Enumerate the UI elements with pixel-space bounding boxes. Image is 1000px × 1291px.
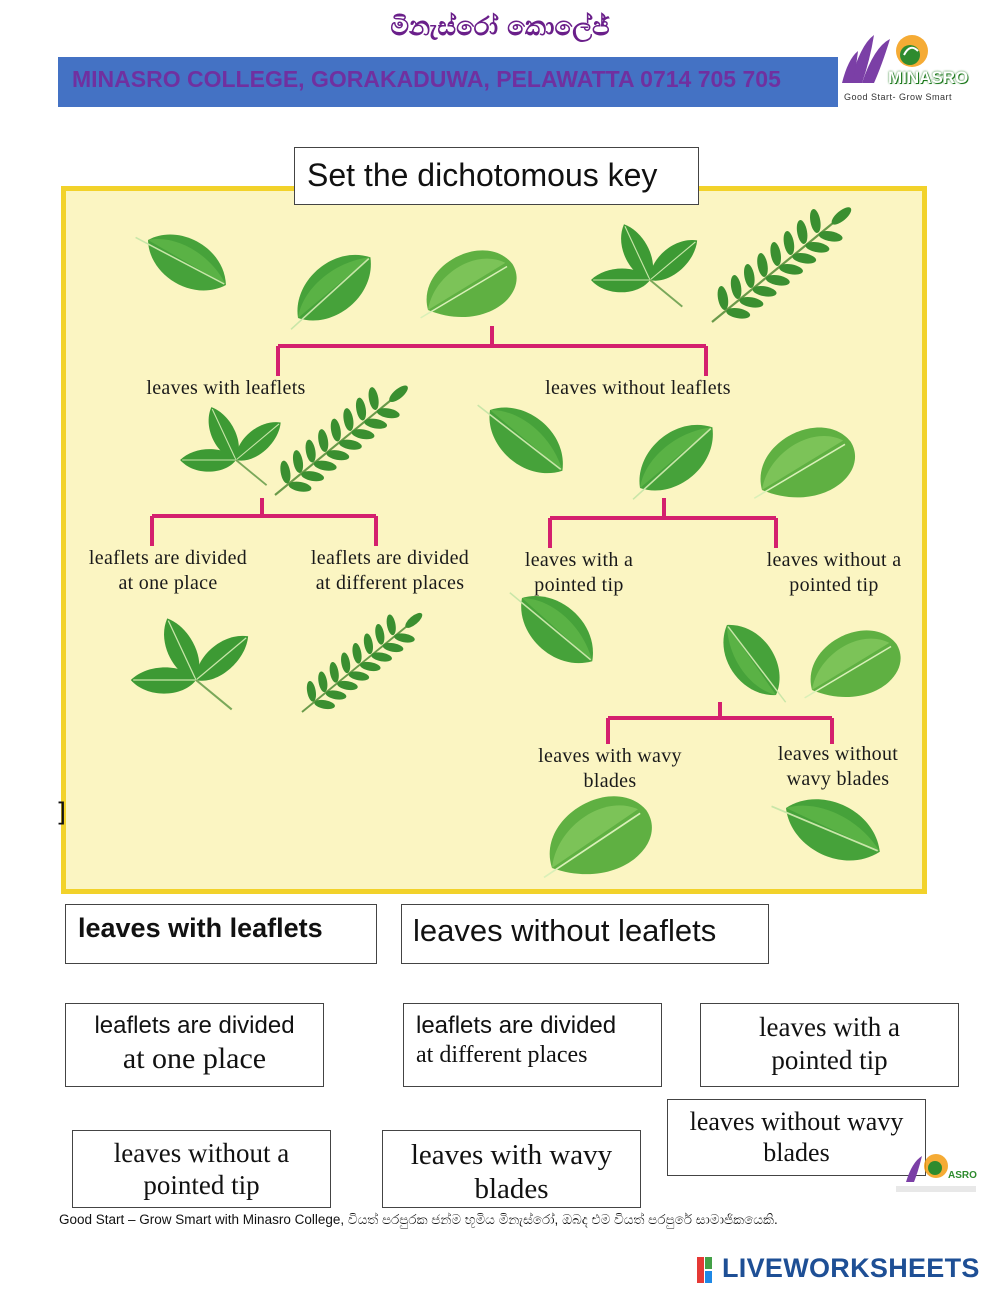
key-label-line: leaves with wavy — [538, 745, 682, 767]
liveworksheets-brand: LIVEWORKSHEETS — [722, 1253, 980, 1283]
key-label-line: wavy blades — [786, 768, 890, 790]
answer-line: leaflets are divided — [94, 1012, 295, 1039]
leaf-trifoliate-top — [591, 219, 705, 306]
key-label-line: at one place — [118, 572, 218, 594]
leaf-trifoliate-bottom — [131, 613, 257, 710]
college-name-sinhala: මිනැස්රෝ කොලේජ් — [390, 12, 610, 42]
minasro-small-logo — [894, 1148, 978, 1196]
logo-tagline: Good Start- Grow Smart — [844, 92, 953, 102]
answer-line: pointed tip — [143, 1170, 260, 1200]
key-label-line: pointed tip — [789, 574, 879, 596]
branch-level-3 — [608, 702, 832, 744]
key-label-line: at different places — [315, 572, 465, 594]
answer-line: blades — [763, 1138, 830, 1167]
leaf-pinnate-bottom — [302, 610, 425, 712]
branch-level-1 — [278, 326, 706, 376]
key-title: Set the dichotomous key — [294, 147, 699, 205]
key-label-line: leaflets are divided — [310, 547, 470, 569]
answer-line: at one place — [122, 1042, 267, 1075]
leaf-oval-mid — [615, 409, 728, 515]
key-label-line: leaflets are divided — [88, 547, 248, 569]
footer-motto: Good Start – Grow Smart with Minasro College, වියත් පරපුරක ජන්ම භූමිය මිනැස්රෝ, ඔබද එම වියත් පරපුරේ සාමාජිකයෙකි. — [59, 1212, 778, 1227]
answer-line: leaves without a — [113, 1138, 290, 1168]
answer-box-divided-different-places[interactable] — [403, 1003, 662, 1087]
answer-box-divided-one-place[interactable] — [65, 1003, 324, 1087]
leaf-pointed-top — [126, 214, 238, 305]
answer-line: leaves without wavy — [689, 1107, 904, 1136]
key-label-pointed-tip — [506, 548, 652, 598]
answer-line: pointed tip — [771, 1045, 888, 1075]
key-label-wavy-blades — [516, 744, 704, 794]
key-label-not-wavy-blades — [756, 742, 920, 792]
banner-text: MINASRO COLLEGE, GORAKADUWA, PELAWATTA 0714 705 705 — [72, 66, 781, 92]
leaf-round-mid — [736, 413, 865, 521]
key-label-without-leaflets: leaves without leaflets — [545, 377, 731, 399]
key-label-divided-one-place — [68, 546, 268, 596]
answer-line: leaflets are divided — [416, 1012, 617, 1039]
answer-box-without-wavy-blades[interactable] — [667, 1099, 926, 1176]
leaf-oval-top — [273, 239, 386, 345]
key-label-line: leaves without — [777, 743, 899, 765]
answer-line: leaves with wavy — [410, 1139, 613, 1171]
key-label-not-pointed-tip — [748, 548, 920, 598]
branch-left-level-2 — [152, 498, 376, 546]
leaf-pinnate-top — [712, 204, 854, 322]
leaf-trifoliate-mid — [180, 402, 288, 485]
key-label-line: leaves without a — [766, 549, 902, 571]
key-label-with-leaflets: leaves with leaflets — [146, 377, 306, 399]
key-label-line: leaves with a — [524, 549, 634, 571]
answer-line: blades — [474, 1173, 549, 1205]
stray-bracket-mark: ] — [56, 798, 67, 828]
svg-text:ASRO: ASRO — [948, 1170, 977, 1181]
leaf-round-top — [404, 237, 527, 339]
answer-line: leaves with a — [759, 1012, 900, 1042]
leaf-round-bottom — [788, 617, 911, 719]
answer-box-leaves-with-leaflets[interactable]: leaves with leaflets — [65, 904, 377, 964]
leaf-wavy-final — [522, 779, 664, 901]
key-label-line: pointed tip — [534, 574, 624, 596]
logo-name: MINASRO — [888, 68, 969, 87]
key-label-divided-different-places — [290, 546, 490, 596]
liveworksheets-icon — [697, 1257, 721, 1283]
answer-line: at different places — [416, 1042, 588, 1068]
leaf-oval-bottom — [709, 612, 801, 717]
key-label-line: blades — [583, 770, 637, 792]
answer-box-pointed-tip[interactable] — [700, 1003, 959, 1087]
branch-right-level-2 — [550, 498, 776, 548]
answer-box-leaves-without-leaflets[interactable]: leaves without leaflets — [401, 904, 769, 964]
answer-box-not-pointed-tip[interactable] — [72, 1130, 331, 1208]
leaf-not-wavy-final — [762, 778, 891, 876]
answer-box-wavy-blades[interactable] — [382, 1130, 641, 1208]
